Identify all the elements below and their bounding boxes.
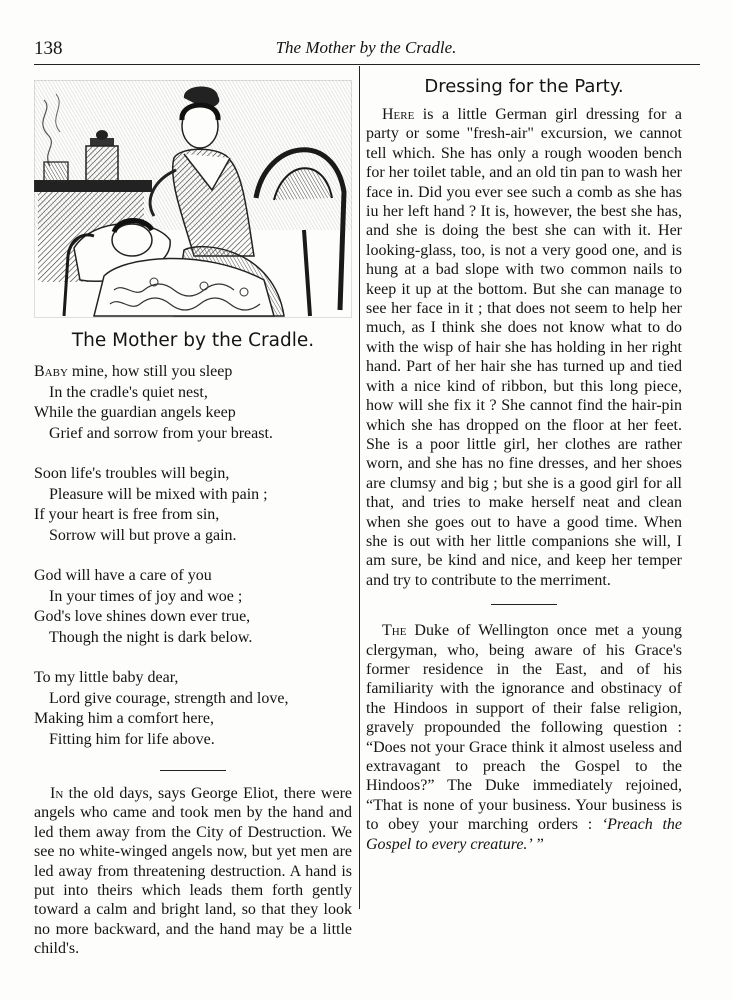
poem-line: Sorrow will but prove a gain. bbox=[49, 526, 237, 544]
mother-by-cradle-engraving-icon bbox=[34, 80, 352, 318]
poem-line: God's love shines down ever true, bbox=[34, 608, 251, 625]
section-rule bbox=[160, 770, 226, 771]
poem-line: To my little baby dear, bbox=[34, 669, 179, 686]
drop-word: Here bbox=[382, 106, 415, 123]
poem-line: God will have a care of you bbox=[34, 567, 212, 584]
poem-line: In your times of joy and woe ; bbox=[49, 587, 243, 605]
poem-stanza bbox=[34, 566, 352, 648]
header-rule bbox=[34, 64, 700, 65]
gospel-quote: ‘Preach the Gospel to every creature.’ bbox=[366, 816, 682, 853]
poem-line: Making him a comfort here, bbox=[34, 710, 214, 727]
poem-title: The Mother by the Cradle. bbox=[71, 330, 315, 351]
poem-line: Baby mine, how still you sleep bbox=[34, 363, 233, 380]
drop-word: In bbox=[50, 785, 64, 802]
drop-word: The bbox=[382, 622, 407, 640]
poem-line: Soon life's troubles will begin, bbox=[34, 465, 230, 482]
eliot-paragraph: In the old days, says George Eliot, there were angels who came and took men by the hand and led them away from the City of Destruction. We see no white-winged angels now, but yet men are led away from threatening destruction. A hand is put into theirs which leads them forth gently toward a calm and bright land, so that they look no more backward, and the hand may be a little child's. bbox=[34, 785, 352, 958]
column-divider bbox=[359, 66, 360, 909]
poem-stanza bbox=[34, 668, 352, 750]
poem-line: While the guardian angels keep bbox=[34, 404, 236, 421]
poem-line: Grief and sorrow from your breast. bbox=[49, 424, 273, 442]
left-column bbox=[34, 66, 352, 959]
right-column bbox=[366, 66, 682, 854]
poem-line: Fitting him for life above. bbox=[49, 730, 215, 748]
party-title: Dressing for the Party. bbox=[424, 76, 624, 97]
poem-line: In the cradle's quiet nest, bbox=[49, 383, 208, 401]
party-paragraph: Here is a little German girl dressing for a party or some "fresh-air" excursion, we cannot tell which. She has only a rough wooden bench for her toilet table, and an old tin pan to wash her face in. Did you ever see such a comb as she has iu her left hand ? It is, however, the best she has, and she is doing the best she can with it. Her looking-glass, too, is not a very good one, and is hung at a bad slope with two common nails to keep it up at the bottom. But she can manage to see her face in it ; that does not seem to help her much, as I think she does not know what to do with the wisp of hair she has holding in her right hand. Part of her hair she has turned up and tied with a nice kind of ribbon, but this long piece, how will she fix it ? She cannot find the hair-pin which she has dropped on the floor at her feet. She is a poor little girl, her clothes are rather worn, and she has no fine dresses, and her shoes are clumsy and big ; but she is a good girl for all that, and tries to make herself neat and clean when she goes out to have a good time. When she is out with her little companions she will, I am sure, be kind and nice, and keep her temper and try to contribute to the merriment. bbox=[366, 106, 682, 589]
poem-line: Lord give courage, strength and love, bbox=[49, 689, 289, 707]
running-title: The Mother by the Cradle. bbox=[275, 38, 457, 57]
wellington-paragraph: The Duke of Wellington once met a young clergyman, who, being aware of his Grace's former residence in the East, and of his familiarity with the ignorance and obstinacy of the Hindoos in support of their false religion, gravely propounded the following question : “Does not your Grace think it almost useless and extravagant to preach the Gospel to the Hindoos?” The Duke immediately rejoined, “That is none of your business. Your business is to obey your marching orders : ‘Preach the Gospel to every creature.’ ” bbox=[366, 622, 682, 853]
poem-line: If your heart is free from sin, bbox=[34, 506, 220, 523]
drop-word: Baby bbox=[34, 363, 68, 380]
poem-line: Though the night is dark below. bbox=[49, 628, 253, 646]
page-number: 138 bbox=[34, 38, 63, 59]
section-rule bbox=[491, 604, 557, 605]
poem-stanza bbox=[34, 362, 352, 444]
poem-stanza bbox=[34, 464, 352, 546]
page-header bbox=[34, 30, 698, 60]
poem bbox=[34, 362, 352, 750]
poem-line: Pleasure will be mixed with pain ; bbox=[49, 485, 268, 503]
